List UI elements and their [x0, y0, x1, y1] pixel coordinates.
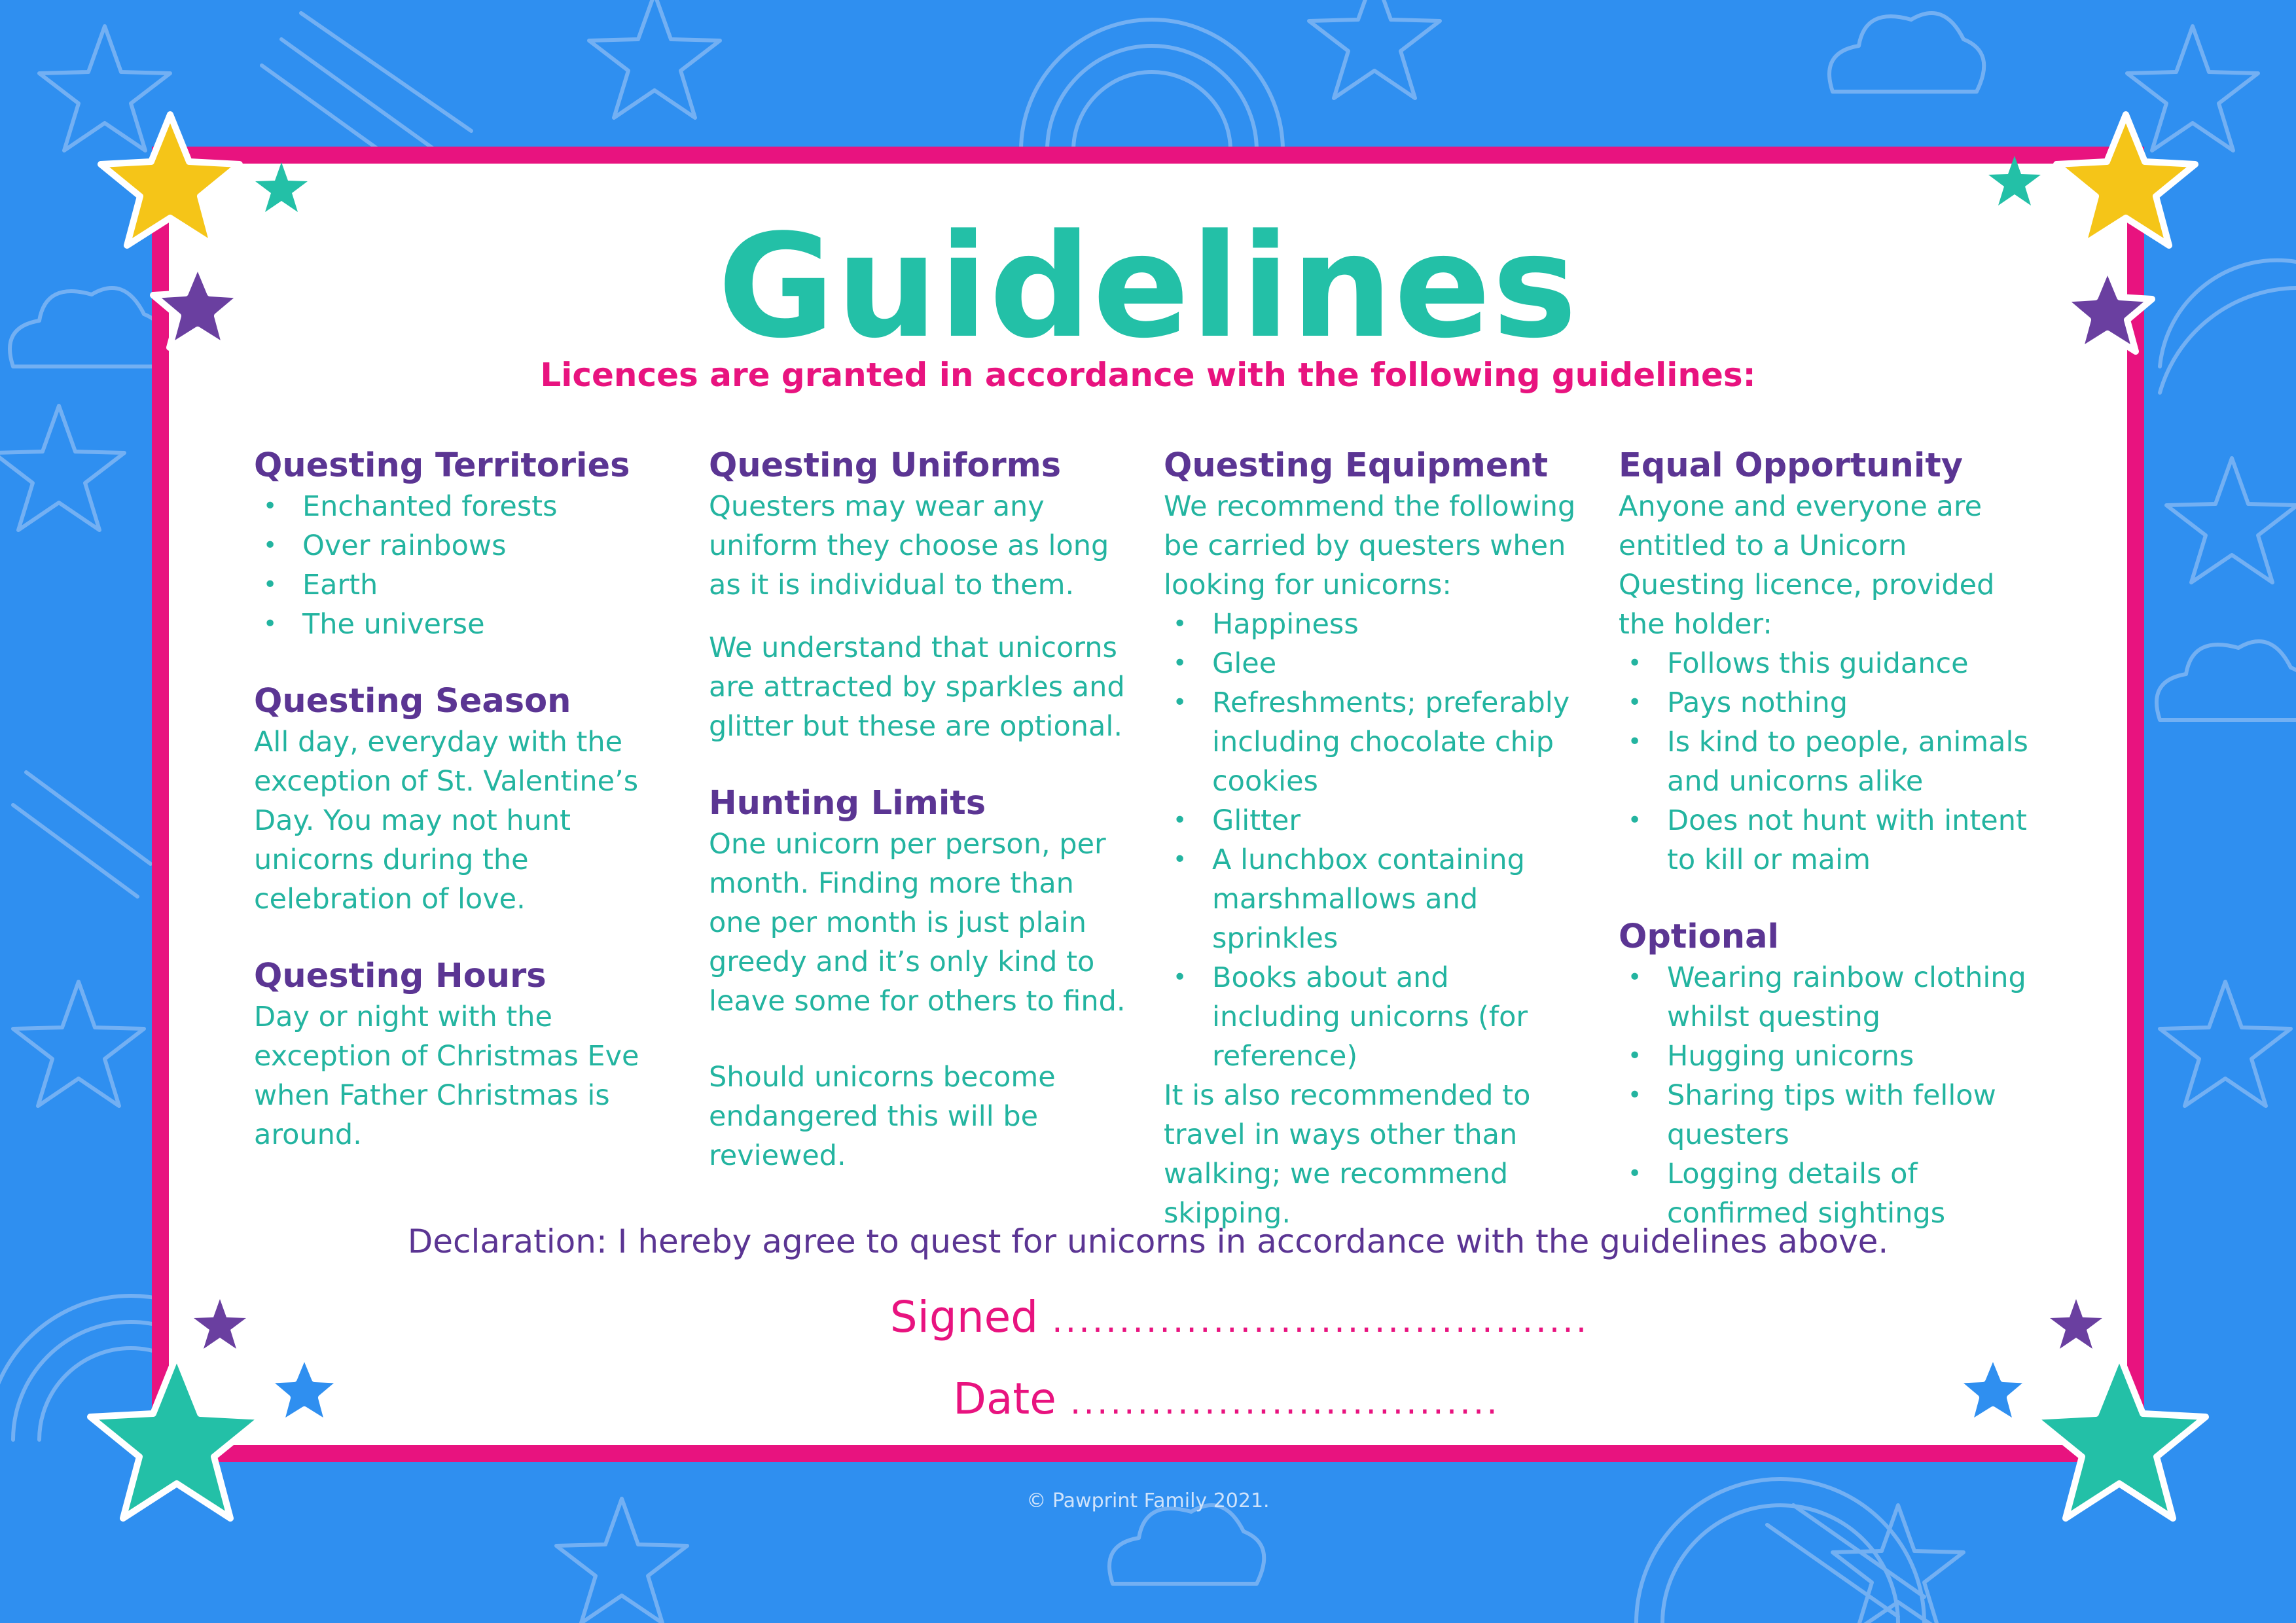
list-item: • Over rainbows — [254, 526, 673, 565]
blue-star-icon — [266, 1353, 342, 1425]
list-item: • Glee — [1164, 644, 1583, 683]
paragraph: Day or night with the exception of Christmas Eve when Father Christmas is around. — [254, 1001, 639, 1151]
list-item: • Refreshments; preferably including chocolate chip cookies — [1164, 683, 1583, 801]
list-item: • Wearing rainbow clothing whilst questing — [1619, 958, 2037, 1037]
date-field[interactable]: ................................ — [1069, 1383, 1500, 1422]
section-heading: Optional — [1619, 918, 1779, 956]
list-item: • Enchanted forests — [254, 487, 673, 526]
section-heading: Questing Uniforms — [709, 446, 1062, 485]
teal-star-icon — [1988, 156, 2041, 205]
list-item: • Hugging unicorns — [1619, 1037, 2037, 1076]
paragraph: It is also recommended to travel in ways other than walking; we recommend skipping. — [1164, 1079, 1531, 1230]
list-item: • Earth — [254, 565, 673, 605]
paragraph: Should unicorns become endangered this will be reviewed. — [709, 1061, 1056, 1172]
page-subtitle: Licences are granted in accordance with the following guidelines: — [540, 356, 1756, 394]
yellow-star-icon — [2056, 115, 2195, 245]
list-item: • Pays nothing — [1619, 683, 2037, 722]
signature-field[interactable]: ........................................ — [1052, 1301, 1590, 1340]
section-heading: Questing Hours — [254, 957, 547, 995]
blue-star-icon — [1955, 1353, 2031, 1425]
list-item: • Logging details of confirmed sightings — [1619, 1154, 2037, 1233]
list-item: • Sharing tips with fellow questers — [1619, 1076, 2037, 1154]
page-title: Guidelines — [717, 204, 1579, 370]
list-item: • Does not hunt with intent to kill or maim — [1619, 801, 2037, 880]
purple-star-icon — [153, 263, 242, 348]
copyright-notice: © Pawprint Family 2021. — [1026, 1489, 1270, 1512]
purple-star-icon — [194, 1299, 246, 1349]
section-heading: Equal Opportunity — [1619, 446, 1963, 485]
section-heading: Questing Equipment — [1164, 446, 1549, 485]
purple-star-icon — [2063, 267, 2152, 351]
signed-label: Signed — [889, 1292, 1039, 1342]
list-item: • Happiness — [1164, 605, 1583, 644]
declaration-text: Declaration: I hereby agree to quest for unicorns in accordance with the guidelines above. — [407, 1222, 1889, 1260]
paragraph: Anyone and everyone are entitled to a Unicorn Questing licence, provided the holder: — [1619, 490, 1995, 641]
list-item: • The universe — [254, 605, 673, 644]
section-heading: Questing Season — [254, 682, 571, 721]
paragraph: We understand that unicorns are attracted by sparkles and glitter but these are optional. — [709, 632, 1125, 743]
purple-star-icon — [2050, 1299, 2102, 1349]
list-item: • Is kind to people, animals and unicorns alike — [1619, 722, 2037, 801]
paragraph: One unicorn per person, per month. Finding more than one per month is just plain greedy and it’s only kind to leave some for others to find. — [709, 828, 1126, 1018]
yellow-star-icon — [101, 115, 240, 245]
paragraph: We recommend the following be carried by questers when looking for unicorns: — [1164, 490, 1576, 601]
list-item: • Glitter — [1164, 801, 1583, 840]
date-label: Date — [953, 1374, 1056, 1424]
list-item: • Books about and including unicorns (for reference) — [1164, 958, 1583, 1076]
list-item: • Follows this guidance — [1619, 644, 2037, 683]
section-heading: Questing Territories — [254, 446, 630, 485]
teal-star-icon — [255, 162, 308, 212]
section-heading: Hunting Limits — [709, 784, 986, 823]
paragraph: All day, everyday with the exception of St. Valentine’s Day. You may not hunt unicorns during the celebration of love. — [254, 726, 639, 916]
list-item: • A lunchbox containing marshmallows and sprinkles — [1164, 840, 1583, 958]
paragraph: Questers may wear any uniform they choose as long as it is individual to them. — [709, 490, 1109, 601]
